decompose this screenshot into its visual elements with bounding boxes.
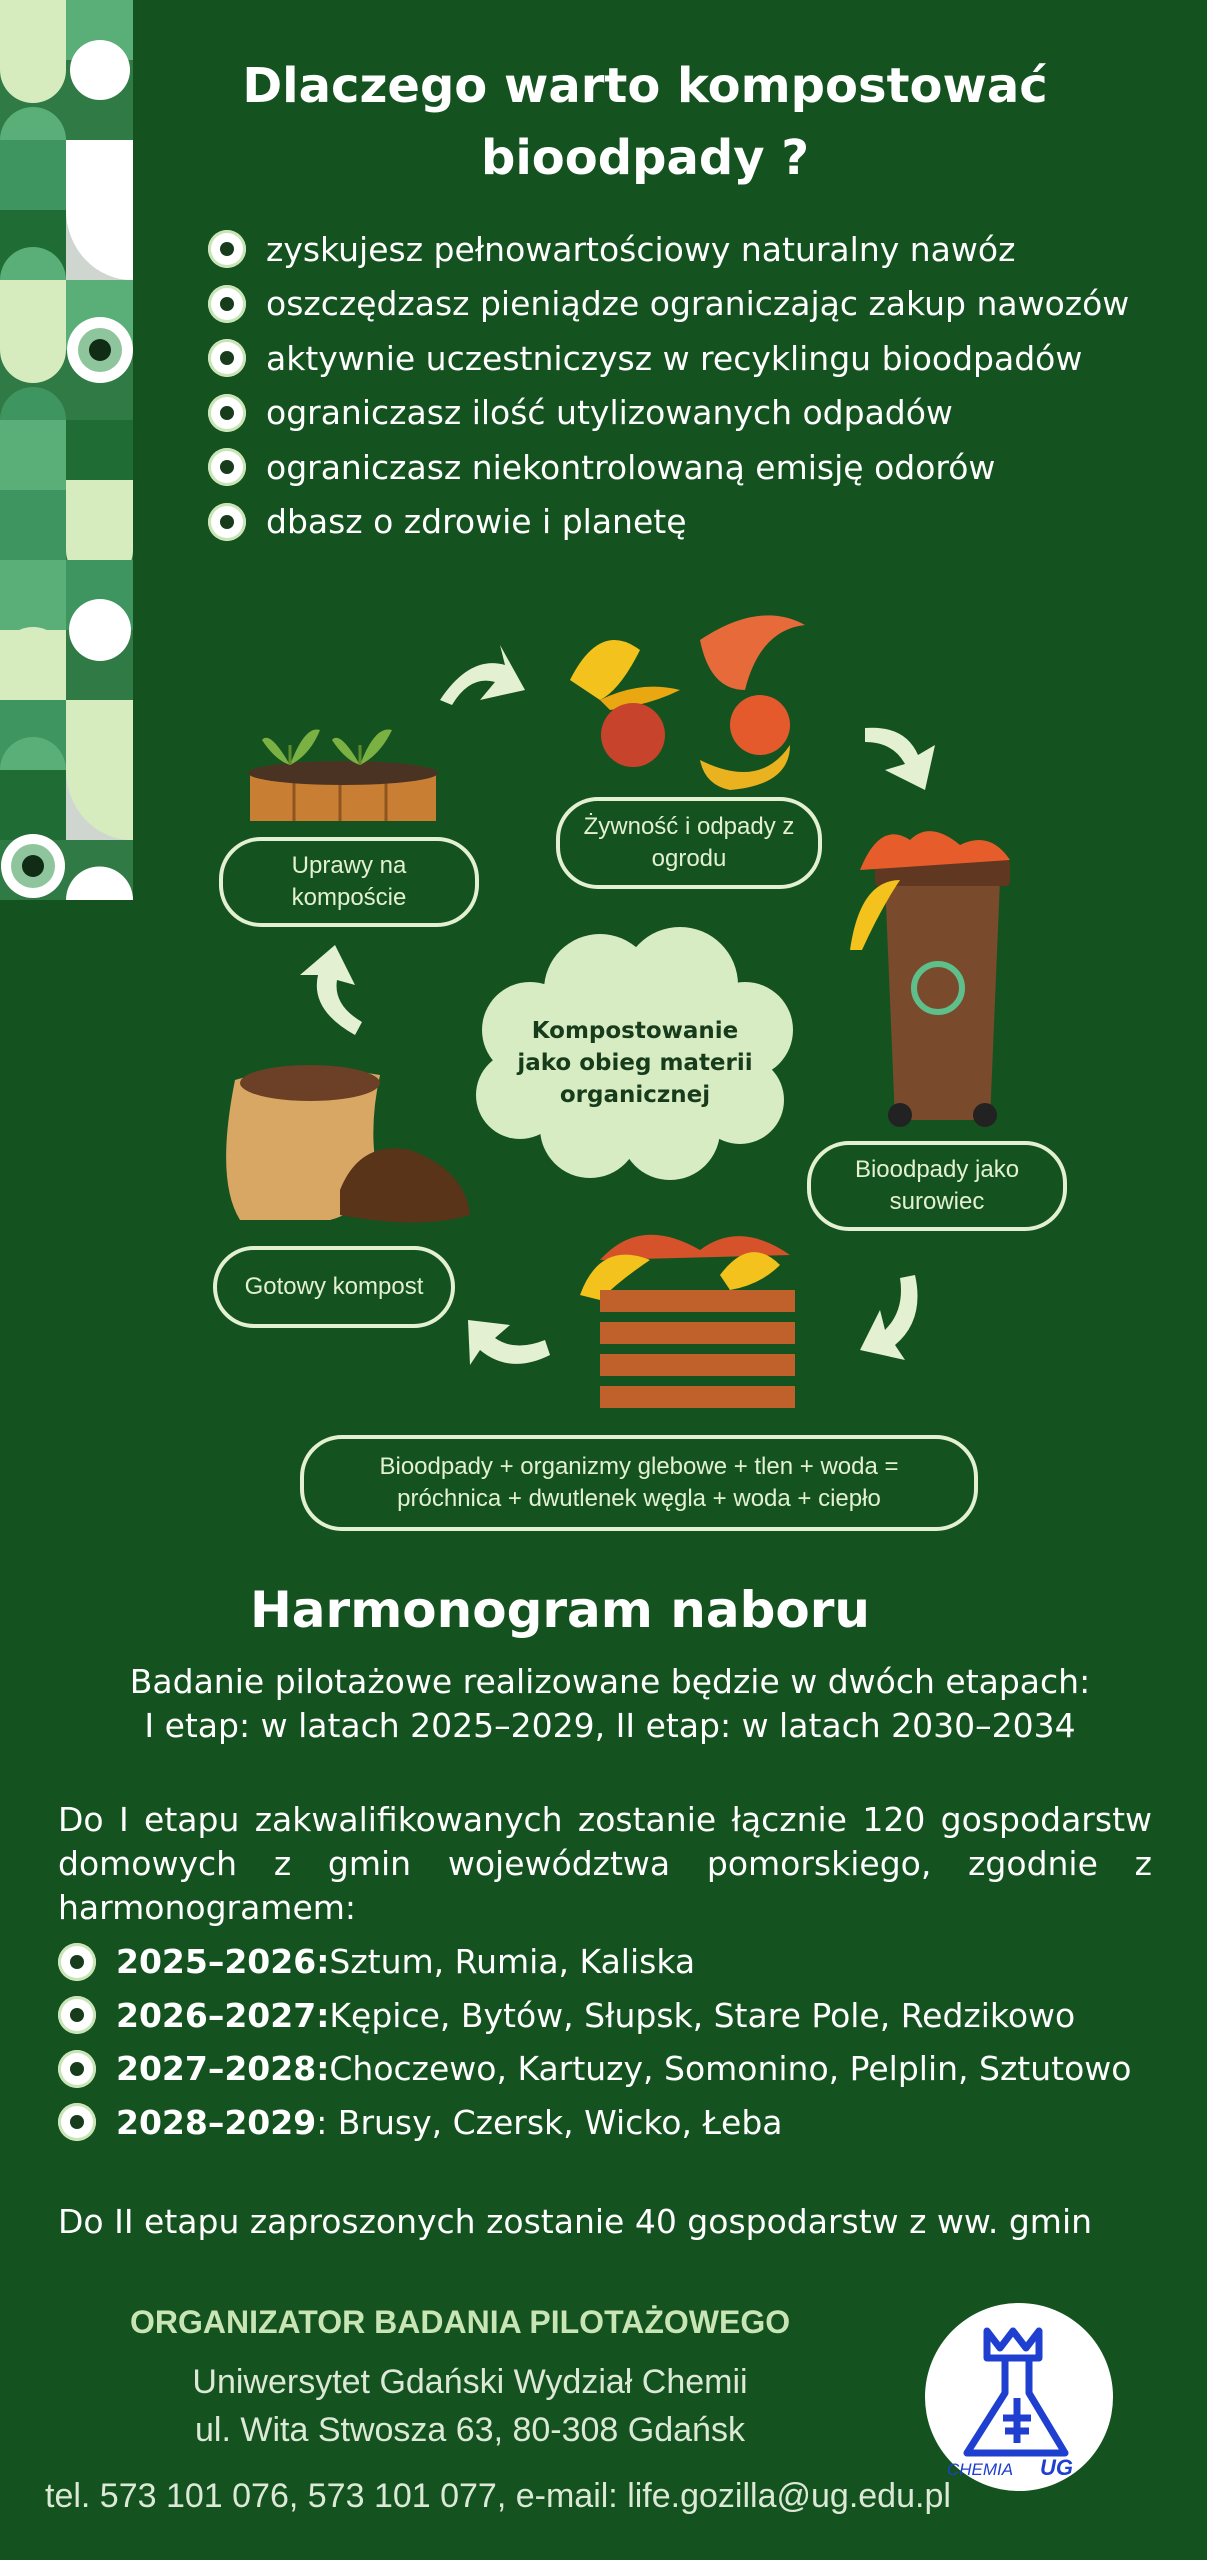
- schedule-years: 2026–2027:: [116, 1995, 330, 2035]
- benefit-text: oszczędzasz pieniądze ograniczając zakup nawozów: [266, 284, 1130, 324]
- list-item: [58, 1989, 1131, 2043]
- compost-crate-illustration: [580, 1235, 795, 1408]
- chemia-ug-logo: [925, 2303, 1113, 2491]
- bullet-icon: [208, 285, 246, 323]
- bullet-icon: [208, 230, 246, 268]
- benefit-text: zyskujesz pełnowartościowy naturalny nawóz: [266, 229, 1016, 269]
- page-title: Dlaczego warto kompostować bioodpady ?: [242, 58, 1048, 186]
- list-item: [208, 331, 1129, 386]
- benefit-text: aktywnie uczestniczysz w recyklingu bioodpadów: [266, 338, 1083, 378]
- arrow-icon: [300, 945, 362, 1035]
- schedule-years: 2028–2029: [116, 2102, 317, 2142]
- list-item: [58, 2096, 1131, 2150]
- contact-info: tel. 573 101 076, 573 101 077, e-mail: life.gozilla@ug.edu.pl: [45, 2477, 951, 2515]
- svg-text:UG: UG: [1040, 2455, 1073, 2480]
- bullet-icon: [58, 1943, 96, 1981]
- schedule-years: 2027–2028:: [116, 2049, 330, 2089]
- benefit-text: ograniczasz ilość utylizowanych odpadów: [266, 393, 953, 433]
- equation-box: Bioodpady + organizmy glebowe + tlen + woda = próchnica + dwutlenek węgla + woda + ciepło: [300, 1435, 978, 1531]
- list-item: [208, 386, 1129, 441]
- bullet-icon: [58, 1996, 96, 2034]
- cycle-step-food-waste: Żywność i odpady z ogrodu: [556, 797, 822, 889]
- arrow-icon: [468, 1320, 550, 1365]
- arrow-icon: [865, 728, 935, 790]
- schedule-list: [58, 1935, 1131, 2149]
- schedule-paragraph: Do I etapu zakwalifikowanych zostanie łącznie 120 gospodarstw domowych z gmin województwa pomorskiego, zgodnie z harmonogramem:: [58, 1800, 1152, 1927]
- cycle-center-label: Kompostowanie jako obieg materii organicznej: [517, 1018, 753, 1108]
- arrow-icon: [440, 645, 525, 705]
- list-item: [208, 277, 1129, 332]
- svg-text:CHEMIA: CHEMIA: [947, 2460, 1014, 2479]
- bullet-icon: [208, 503, 246, 541]
- list-item: [208, 222, 1129, 277]
- schedule-places: Choczewo, Kartuzy, Somonino, Pelplin, Sztutowo: [329, 2049, 1132, 2089]
- bullet-icon: [208, 448, 246, 486]
- schedule-places: : Brusy, Czersk, Wicko, Łeba: [316, 2102, 783, 2142]
- food-waste-illustration: [570, 615, 805, 790]
- bio-bin-illustration: [850, 831, 1010, 1127]
- compost-sack-illustration: [226, 1065, 470, 1223]
- schedule-intro: Badanie pilotażowe realizowane będzie w dwóch etapach: I etap: w latach 2025–2029, II etap: w latach 2030–2034: [129, 1662, 1091, 1745]
- list-item: [208, 495, 1129, 550]
- seedlings-illustration: [248, 729, 438, 821]
- bullet-icon: [58, 2050, 96, 2088]
- organizer-address: Uniwersytet Gdański Wydział Chemii ul. Wita Stwosza 63, 80-308 Gdańsk: [192, 2363, 748, 2449]
- benefit-text: ograniczasz niekontrolowaną emisję odorów: [266, 447, 996, 487]
- bullet-icon: [208, 339, 246, 377]
- benefit-text: dbasz o zdrowie i planetę: [266, 502, 687, 542]
- cycle-step-crops: Uprawy na kompoście: [219, 837, 479, 927]
- schedule-years: 2025–2026:: [116, 1942, 330, 1982]
- cycle-step-ready-compost: Gotowy kompost: [213, 1246, 455, 1328]
- list-item: [208, 440, 1129, 495]
- list-item: [58, 2042, 1131, 2096]
- arrow-icon: [860, 1275, 918, 1360]
- bullet-icon: [58, 2103, 96, 2141]
- section-title: Harmonogram naboru: [249, 1581, 871, 1639]
- benefits-list: [208, 222, 1129, 549]
- organizer-title: ORGANIZATOR BADANIA PILOTAŻOWEGO: [130, 2304, 791, 2340]
- list-item: [58, 1935, 1131, 1989]
- bullet-icon: [208, 394, 246, 432]
- schedule-places: Kępice, Bytów, Słupsk, Stare Pole, Redzikowo: [329, 1995, 1076, 2035]
- stage2-text: Do II etapu zaproszonych zostanie 40 gospodarstw z ww. gmin: [58, 2202, 1093, 2241]
- schedule-places: Sztum, Rumia, Kaliska: [329, 1942, 696, 1982]
- compost-cycle-diagram: [0, 580, 1207, 1440]
- cycle-step-biowaste: Bioodpady jako surowiec: [807, 1141, 1067, 1231]
